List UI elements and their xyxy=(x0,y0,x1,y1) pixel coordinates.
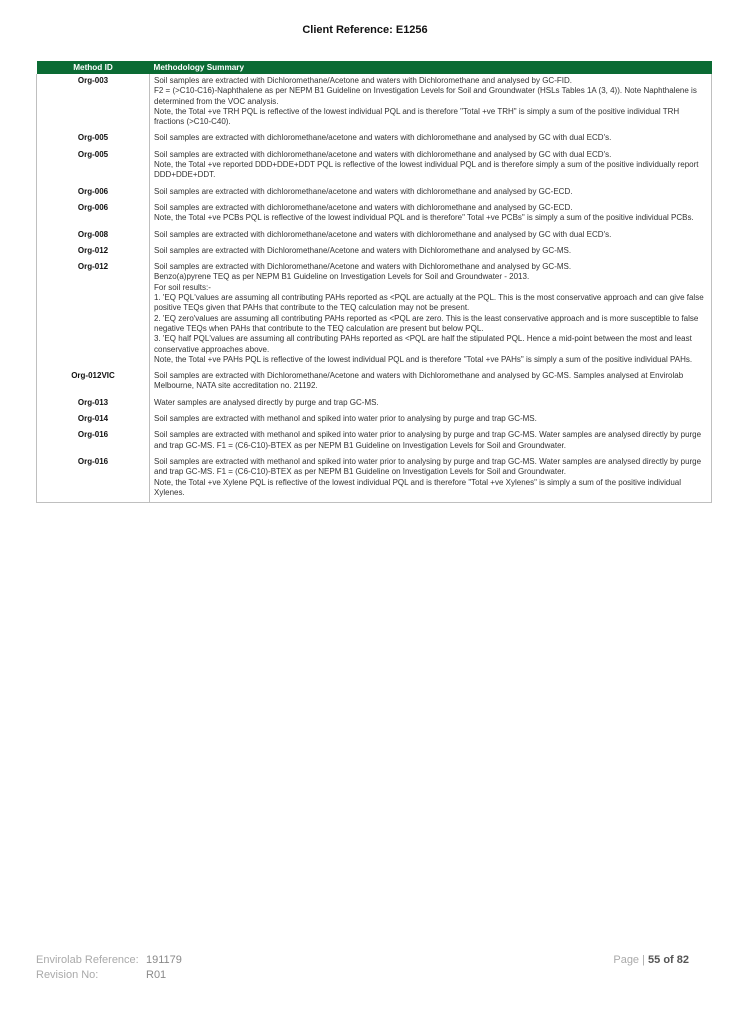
summary-paragraph: Soil samples are extracted with methanol and spiked into water prior to analysing by purge and trap GC-MS. Water samples are analysed directly by purge and trap GC-MS. F1 = (C6-C10)-BTEX as per NEPM B1 Guideline on Investigation Levels for Soil and Groundwater. Note, the Total +ve Xylene PQL is reflective of the lowest individual PQL and is therefore "Total +ve Xylenes" is simply a sum of the positive individual Xylenes. xyxy=(154,456,702,497)
page-prefix: Page | xyxy=(613,954,645,966)
methodology-summary-cell xyxy=(150,74,712,131)
summary-paragraph: Water samples are analysed directly by purge and trap GC-MS. xyxy=(154,397,379,407)
methodology-summary-cell xyxy=(150,428,712,455)
table-row xyxy=(37,201,712,228)
method-id-cell: Org-006 xyxy=(37,185,150,201)
table-body xyxy=(37,74,712,503)
table-row xyxy=(37,455,712,503)
summary-paragraph: Soil samples are extracted with Dichloromethane/Acetone and waters with Dichloromethane and analysed by GC-FID. xyxy=(154,76,572,85)
table-row xyxy=(37,412,712,428)
methodology-summary-cell xyxy=(150,244,712,260)
footer-reference xyxy=(36,953,182,983)
table-row xyxy=(37,396,712,412)
methodology-summary-cell xyxy=(150,148,712,185)
table-row xyxy=(37,185,712,201)
table-row xyxy=(37,228,712,244)
page-title: Client Reference: E1256 xyxy=(302,24,428,36)
methodology-summary-cell xyxy=(150,228,712,244)
summary-paragraph: Soil samples are extracted with Dichloromethane/Acetone and waters with Dichloromethane and analysed by GC-MS. xyxy=(154,245,572,255)
summary-paragraph: Soil samples are extracted with Dichloromethane/Acetone and waters with Dichloromethane and analysed by GC-MS. Benzo(a)pyrene TEQ as per NEPM B1 Guideline on Investigation Levels for Soil and Groundwater - 2013. For soil results:- 1. 'EQ PQL'values are assuming all contributing PAHs reported as <PQL are actually at the PQL. This is the most conservative approach and can give false positive TEQs given that PAHs that contribute to the TEQ calculation may not be present. 2. 'EQ zero'values are assuming all contributing PAHs reported as <PQL are zero. This is the least conservative approach and is more susceptible to false negative TEQs when PAHs that contribute to the TEQ calculation are present but below PQL. 3. 'EQ half PQL'values are assuming all contributing PAHs reported as <PQL are half the stipulated PQL. Hence a mid-point between the most and least conservative approaches above. Note, the Total +ve PAHs PQL is reflective of the lowest individual PQL and is therefore "Total +ve PAHs" is simply a sum of the positive individual PAHs. xyxy=(154,262,704,364)
table-row xyxy=(37,148,712,185)
summary-paragraph: Soil samples are extracted with dichloromethane/acetone and waters with dichloromethane and analysed by GC-ECD. Note, the Total +ve PCBs PQL is reflective of the lowest individual PQL and is therefore" Total +ve PCBs" is simply a sum of the positive individual PCBs. xyxy=(154,202,694,223)
methodology-summary-cell xyxy=(150,412,712,428)
table-row xyxy=(37,428,712,455)
table-row xyxy=(37,244,712,260)
table-row xyxy=(37,260,712,369)
summary-paragraph: Soil samples are extracted with dichloromethane/acetone and waters with dichloromethane and analysed by GC with dual ECD's. xyxy=(154,229,612,239)
method-id-cell: Org-016 xyxy=(37,455,150,503)
method-id-cell: Org-006 xyxy=(37,201,150,228)
summary-paragraph: Soil samples are extracted with dichloromethane/acetone and waters with dichloromethane and analysed by GC with dual ECD's. Note, the Total +ve reported DDD+DDE+DDT PQL is reflective of the lowest individual PQL and is therefore simply a sum of the positive individually report DDD+DDE+DDT. xyxy=(154,149,699,180)
summary-paragraph: F2 = (>C10-C16)-Naphthalene as per NEPM B1 Guideline on Investigation Levels for Soil and Groundwater (HSLs Tables 1A (3, 4)). Note Naphthalene is determined from the VOC analysis. xyxy=(154,86,697,106)
methodology-summary-cell xyxy=(150,260,712,369)
method-id-cell: Org-003 xyxy=(37,74,150,131)
summary-paragraph: Soil samples are extracted with dichloromethane/acetone and waters with dichloromethane and analysed by GC with dual ECD's. xyxy=(154,133,612,143)
methodology-summary-cell xyxy=(150,455,712,503)
table-row xyxy=(37,369,712,396)
methodology-summary-cell xyxy=(150,201,712,228)
table-row xyxy=(37,74,712,131)
revision-label: Revision No: xyxy=(36,969,99,981)
method-id-cell: Org-013 xyxy=(37,396,150,412)
method-id-cell: Org-014 xyxy=(37,412,150,428)
methodology-table xyxy=(36,61,712,503)
methodology-summary-cell xyxy=(150,369,712,396)
page-count: 55 of 82 xyxy=(648,954,689,966)
method-id-cell: Org-008 xyxy=(37,228,150,244)
method-id-cell: Org-016 xyxy=(37,428,150,455)
reference-value: 191179 xyxy=(146,954,182,966)
column-header-method-id: Method ID xyxy=(37,61,150,74)
summary-paragraph: Soil samples are extracted with dichloromethane/acetone and waters with dichloromethane and analysed by GC-ECD. xyxy=(154,186,573,196)
method-id-cell: Org-005 xyxy=(37,148,150,185)
table-row xyxy=(37,131,712,147)
summary-paragraph: Soil samples are extracted with Dichloromethane/Acetone and waters with Dichloromethane and analysed by GC-MS. Samples analysed at Envirolab Melbourne, NATA site accreditation no. 21192. xyxy=(154,371,684,391)
page-number xyxy=(613,954,689,966)
summary-paragraph: Soil samples are extracted with methanol and spiked into water prior to analysing by purge and trap GC-MS. Water samples are analysed directly by purge and trap GC-MS. F1 = (C6-C10)-BTEX as per NEPM B1 Guideline on Investigation Levels for Soil and Groundwater. xyxy=(154,430,702,450)
method-id-cell: Org-012 xyxy=(37,244,150,260)
methodology-summary-cell xyxy=(150,185,712,201)
methodology-summary-cell xyxy=(150,131,712,147)
summary-paragraph: Note, the Total +ve TRH PQL is reflective of the lowest individual PQL and is therefore "Total +ve TRH" is simply a sum of the positive individual TRH fractions (>C10-C40). xyxy=(154,106,680,127)
reference-label: Envirolab Reference: xyxy=(36,954,139,966)
table-header-row xyxy=(37,61,712,74)
method-id-cell: Org-012 xyxy=(37,260,150,369)
summary-paragraph: Soil samples are extracted with methanol and spiked into water prior to analysing by purge and trap GC-MS. xyxy=(154,414,537,424)
methodology-summary-cell xyxy=(150,396,712,412)
column-header-methodology-summary: Methodology Summary xyxy=(150,61,712,74)
method-id-cell: Org-012VIC xyxy=(37,369,150,396)
method-id-cell: Org-005 xyxy=(37,131,150,147)
revision-value: R01 xyxy=(146,969,167,981)
